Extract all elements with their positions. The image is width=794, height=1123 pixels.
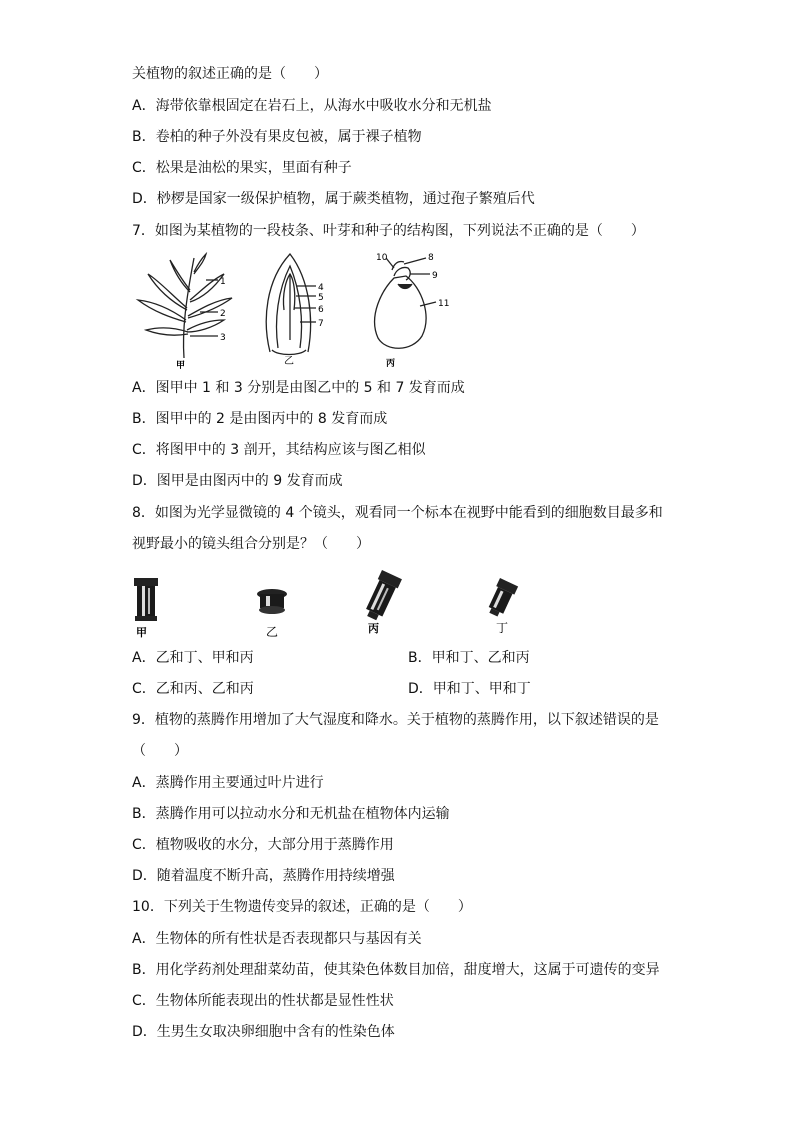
q10-option-d: D．生男生女取决卵细胞中含有的性染色体	[132, 1024, 395, 1040]
q10-option-b: B．用化学药剂处理甜菜幼苗，使其染色体数目加倍，甜度增大，这属于可遗传的变异	[132, 962, 660, 978]
q7-figure	[132, 250, 462, 372]
q7-label-jia: 甲	[176, 361, 186, 371]
q7-label-yi: 乙	[284, 356, 294, 367]
lens-bing	[362, 570, 402, 623]
q8-label-ding: 丁	[496, 621, 509, 635]
q7-option-d: D．图甲是由图丙中的 9 发育而成	[132, 473, 343, 489]
q7-label-bing: 丙	[386, 359, 396, 369]
q7-option-b: B．图甲中的 2 是由图丙中的 8 发育而成	[132, 411, 388, 427]
q9-option-b: B．蒸腾作用可以拉动水分和无机盐在植物体内运输	[132, 806, 450, 822]
q7-option-a: A．图甲中 1 和 3 分别是由图乙中的 5 和 7 发育而成	[132, 380, 465, 396]
q8-lens-figure	[132, 566, 532, 640]
q7-option-c: C．将图甲中的 3 剖开，其结构应该与图乙相似	[132, 442, 426, 458]
q8-option-b: B．甲和丁、乙和丙	[408, 650, 530, 666]
leaf-bud-drawing	[266, 254, 316, 355]
q7-label-6: 6	[318, 305, 324, 315]
q7-label-9: 9	[432, 271, 438, 281]
q10-option-c: C．生物体所能表现出的性状都是显性性状	[132, 993, 394, 1009]
q9-option-a: A．蒸腾作用主要通过叶片进行	[132, 775, 324, 791]
lens-ding	[485, 578, 518, 619]
q9-option-c: C．植物吸收的水分，大部分用于蒸腾作用	[132, 837, 394, 853]
q7-label-3: 3	[220, 333, 226, 343]
q7-label-7: 7	[318, 319, 324, 329]
q7-label-4: 4	[318, 283, 324, 293]
seed-drawing	[375, 258, 436, 348]
q9-stem-line1: 9．植物的蒸腾作用增加了大气湿度和降水。关于植物的蒸腾作用，以下叙述错误的是	[132, 712, 659, 728]
q8-stem-line1: 8．如图为光学显微镜的 4 个镜头，观看同一个标本在视野中能看到的细胞数目最多和	[132, 505, 663, 521]
branch-drawing	[138, 254, 232, 358]
q7-stem: 7．如图为某植物的一段枝条、叶芽和种子的结构图，下列说法不正确的是（ ）	[132, 223, 645, 239]
q7-label-10: 10	[376, 253, 388, 263]
q6-option-c: C．松果是油松的果实，里面有种子	[132, 160, 352, 176]
q10-stem: 10．下列关于生物遗传变异的叙述，正确的是（ ）	[132, 899, 472, 915]
q8-option-a: A．乙和丁、甲和丙	[132, 650, 254, 666]
q8-option-d: D．甲和丁、甲和丁	[408, 681, 531, 697]
q7-label-8: 8	[428, 253, 434, 263]
q6-option-b: B．卷柏的种子外没有果皮包被，属于裸子植物	[132, 129, 422, 145]
q10-option-a: A．生物体的所有性状是否表现都只与基因有关	[132, 931, 422, 947]
q8-label-jia: 甲	[136, 626, 147, 639]
q7-label-1: 1	[220, 277, 226, 287]
q9-stem-line2: （ ）	[132, 743, 188, 759]
q6-option-d: D．桫椤是国家一级保护植物，属于蕨类植物，通过孢子繁殖后代	[132, 191, 535, 207]
q6-stem-tail: 关植物的叙述正确的是（ ）	[132, 66, 328, 82]
q6-option-a: A．海带依靠根固定在岩石上，从海水中吸收水分和无机盐	[132, 98, 492, 114]
q9-option-d: D．随着温度不断升高，蒸腾作用持续增强	[132, 868, 395, 884]
q7-label-11: 11	[438, 299, 450, 309]
q8-option-c: C．乙和丙、乙和丙	[132, 681, 254, 697]
q7-label-5: 5	[318, 293, 324, 303]
q8-label-bing: 丙	[368, 622, 379, 635]
q7-label-2: 2	[220, 309, 226, 319]
lens-yi	[257, 589, 287, 614]
lens-jia	[134, 578, 158, 621]
q8-stem-line2: 视野最小的镜头组合分别是？（ ）	[132, 536, 370, 552]
q8-label-yi: 乙	[266, 625, 279, 639]
